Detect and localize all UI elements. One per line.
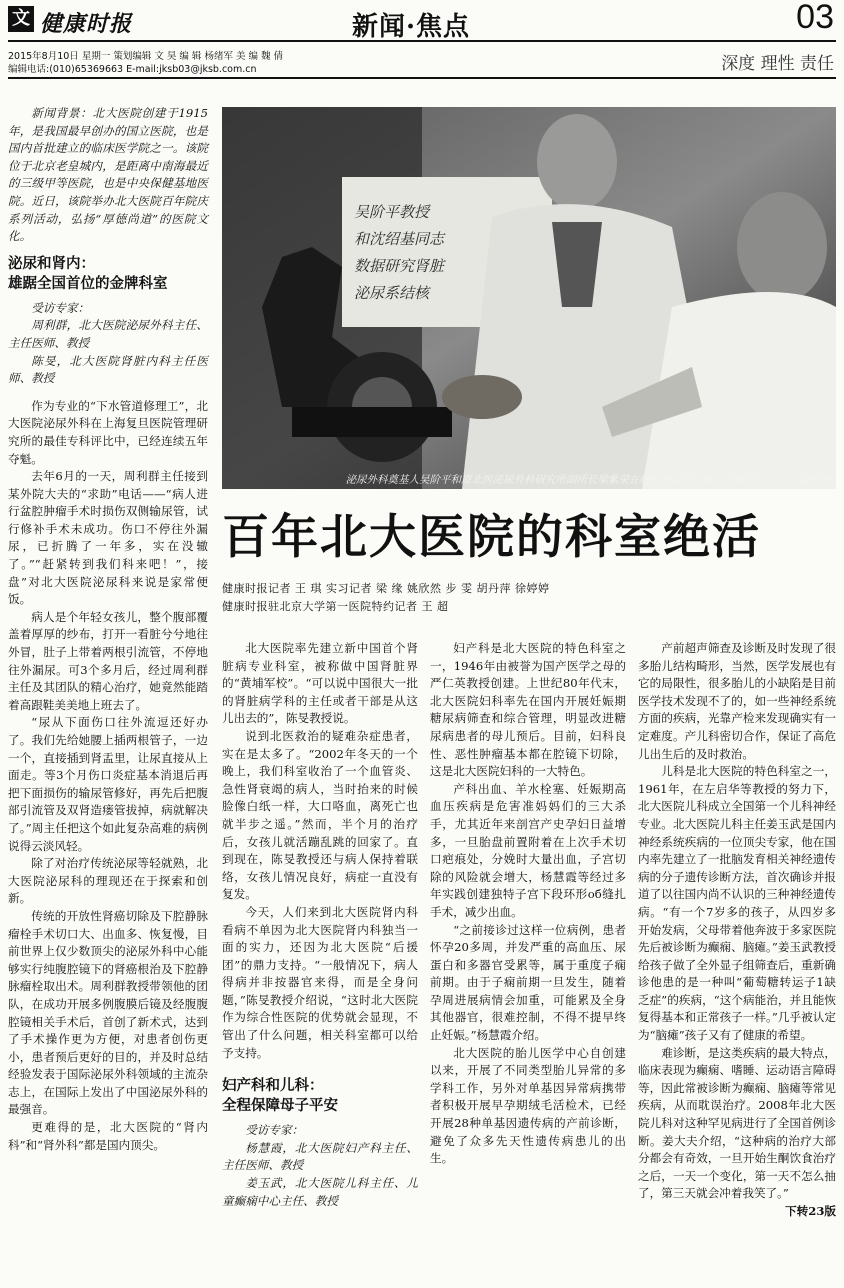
column-4 bbox=[638, 640, 836, 1221]
wall-text-line: 和沈绍基同志 bbox=[354, 230, 445, 248]
paragraph: “之前接诊过这样一位病例，患者怀孕20多周，并发严重的高血压、尿蛋白和多器官受累等，属于重度子痫前期。由于子痫前期一旦发生，随着孕周进展病情会加重，可能累及全身其他器官，很难控制，不得不提早终止妊娠。”杨慧霞介绍。 bbox=[430, 922, 626, 1043]
subheading-urology bbox=[8, 254, 208, 294]
photo-caption: 泌尿外科奠基人吴阶平和原北医泌尿外科研究所副所长梁紫荣在研究泌尿系结核（资料照片）。 王 超供图 bbox=[345, 474, 830, 486]
paragraph: 产前超声筛查及诊断及时发现了很多胎儿结构畸形，当然，医学发展也有它的局限性，很多胎儿的小缺陷是目前医学技术发现不了的，如一些神经系统方面的疾病，光靠产检来发现确实有一定难度。产儿科密切合作，保证了高危儿出生后的及时救治。 bbox=[638, 641, 836, 761]
newspaper-logo bbox=[8, 6, 158, 37]
logo-mark: 文 bbox=[8, 6, 34, 32]
paragraph: 北大医院率先建立新中国首个肾脏病专业科室，被称做中国肾脏界的“黄埔军校”。“可以说中国很大一批的肾脏病学科的主任或者干部是从这儿出去的”，陈旻教授说。 bbox=[222, 641, 418, 726]
paragraph: 说到北医救治的疑难杂症患者，实在是太多了。“2002年冬天的一个晚上，我们科室收治了一个血管炎、急性肾衰竭的病人，当时抬来的时候脸像白纸一样，大口咯血，离死亡也就半步之遥。”然而，半个月的治疗后，女孩儿就活蹦乱跳的回家了。直到现在，陈旻教授还与病人保持着联络，女孩儿情况良好，病症一直没有复发。 bbox=[222, 728, 418, 902]
paragraph: 北大医院的胎儿医学中心自创建以来，开展了不同类型胎儿异常的多学科工作，另外对单基因异常病携带者积极开展早孕期绒毛活检术，已经开展28种单基因遗传病的产前诊断，避免了众多先天性遗传病患儿的出生。 bbox=[430, 1045, 626, 1166]
column-1 bbox=[8, 105, 208, 1154]
expert: 陈旻，北大医院肾脏内科主任医师、教授 bbox=[8, 353, 208, 386]
header-rule-bottom bbox=[8, 77, 836, 79]
expert: 周利群，北大医院泌尿外科主任、主任医师、教授 bbox=[8, 318, 208, 350]
subheading-line: 妇产科和儿科： bbox=[222, 1077, 324, 1095]
slogan: 深度 理性 责任 bbox=[721, 54, 834, 74]
article-title: 百年北大医院的科室绝活 bbox=[222, 510, 761, 565]
continued-note: 下转23版 bbox=[785, 1204, 836, 1218]
paragraph: 传统的开放性肾癌切除及下腔静脉瘤栓手术切口大、出血多、恢复慢，目前世界上仅少数顶尖的泌尿外科中心能够实行纯腹腔镜下的肾癌根治及下腔静脉瘤栓取出术。周利群教授带领他的团队，在成功开展多例腹膜后镜及经腹腹腔镜相关手术后，首创了新术式，达到了手术操作更为方便，对患者创伤更小，患者预后更好的目的，并及时总结经验发表于国际泌尿外科领域的主流杂志上，在国际上发出了中国泌尿外科的最强音。 bbox=[8, 908, 208, 1117]
subheading-obgyn bbox=[222, 1076, 418, 1116]
page-number: 03 bbox=[796, 0, 834, 36]
logo-text: 健康时报 bbox=[40, 11, 133, 37]
paragraph: 儿科是北大医院的特色科室之一，1961年，在左启华等教授的努力下，北大医院儿科成立全国第一个儿科神经专业。北大医院儿科主任姜玉武是国内神经系统疾病的一位顶尖专家，他在国内率先建立了一批脑发育相关神经遗传病的分子遗传诊断方法，首次确诊并报道了以往国内尚不认识的三种神经遗传病。“有一个7岁多的孩子，从四岁多开始发病，父母带着他奔波于多家医院先后被诊断为癫痫、脑瘫。”姜玉武教授给孩子做了全外显子组筛查后，重新确诊他患的是一种叫“葡萄糖转运子1缺乏症”的疾病，“这个病能治，并且能恢复得基本和正常孩子一样。”几乎被认定为“脑瘫”孩子又有了健康的希望。 bbox=[638, 764, 836, 1043]
wall-text-line: 吴阶平教授 bbox=[354, 203, 430, 221]
paragraph: 作为专业的“下水管道修理工”，北大医院泌尿外科在上海复旦医院管理研究所的最佳专科评比中，已经连续五年夺魁。 bbox=[8, 398, 208, 466]
news-background: 新闻背景：北大医院创建于1915年，是我国最早创办的国立医院，也是国内首批建立的临床医学院之一。该院位于北京老皇城内，是距离中南海最近的三级甲等医院，也是中央保健基地医院。近日，该院举办北大医院百年院庆系列活动，弘扬“厚德尚道”的医院文化。 bbox=[8, 106, 208, 244]
paragraph: 更难得的是，北大医院的“肾内科”和“肾外科”都是国内顶尖。 bbox=[8, 1120, 208, 1152]
paragraph: “尿从下面伤口往外流逗还好办了。我们先给她腰上插两根管子，一边一个，直接插到肾盂里，让尿直接从上面走。等3个月伤口炎症基本消退后再把下面损伤的输尿管修好，再先后把腹部引流管及双肾造瘘管拔掉，病就解决了。”周主任把这个如此复杂高难的病例说得云淡风轻。 bbox=[8, 715, 208, 853]
masthead bbox=[0, 0, 844, 80]
contact-info: 编辑电话:(010)65369663 E-mail:jksb03@jksb.com.cn bbox=[8, 64, 257, 75]
expert: 姜玉武，北大医院儿科主任、儿童癫痫中心主任、教授 bbox=[222, 1176, 418, 1208]
header-rule-top bbox=[8, 40, 836, 42]
historical-photo bbox=[222, 107, 836, 489]
paragraph: 病人是个年轻女孩儿，整个腹部覆盖着厚厚的纱布，打开一看脏兮兮地往外冒，肚子上带着两根引流管，不停地往外漏尿。可3个多月后，经过周利群主任及其团队的精心治疗，她竟然能踏着高跟鞋美美地上班去了。 bbox=[8, 609, 208, 712]
wall-text-line: 数据研究肾脏 bbox=[354, 257, 445, 275]
paragraph: 妇产科是北大医院的特色科室之一，1946年由被誉为国产医学之母的严仁英教授创建。上世纪80年代末，北大医院妇科率先在国内开展妊娠期糖尿病筛查和综合管理，明显改进糖尿病患者的母儿预后。目前，妇科良性、恶性肿瘤基本都在腔镜下切除，这是北大医院妇科的一大特色。 bbox=[430, 641, 626, 779]
paragraph: 去年6月的一天，周利群主任接到某外院大夫的“求助”电话——“病人进行盆腔肿瘤手术时损伤双侧输尿管，试行修补手术未成功。伤口不停往外漏尿，已折腾了一年多，实在没辙了。”“赶紧转到我们科来吧！”，接盘”对北大医院泌尿科来说是家常便饭。 bbox=[8, 469, 208, 607]
byline-special: 健康时报驻北京大学第一医院特约记者 王 超 bbox=[222, 600, 449, 613]
interviewee-label: 受访专家： bbox=[31, 300, 90, 315]
paragraph: 难诊断，是这类疾病的最大特点，临床表现为癫痫、嗜睡、运动语言障碍等，因此常被诊断为癫痫、脑瘫等常见疾病，从而耽误治疗。2008年北大医院儿科对这种罕见病进行了全国首例诊断。姜大夫介绍，“这种病的治疗大部分都会有奇效，一旦开始生酮饮食治疗之后，一天一个变化，第一天不怎么抽了，第三天就会冲着我笑了。” bbox=[638, 1045, 836, 1201]
interviewee-label: 受访专家： bbox=[245, 1123, 304, 1138]
paragraph: 产科出血、羊水栓塞、妊娠期高血压疾病是危害准妈妈们的三大杀手，尤其近年来剖宫产史孕妇日益增多，一旦胎盘前置附着在上次手术切口疤痕处，分娩时大量出血，子宫切除的风险就会增大，杨慧霞等经过多年实践创建独特子宫下段环形об缝扎手术，减少出血。 bbox=[430, 781, 626, 919]
wall-text-line: 泌尿系结核 bbox=[354, 284, 430, 302]
expert: 杨慧霞，北大医院妇产科主任、主任医师、教授 bbox=[222, 1140, 418, 1173]
section-title: 新闻·焦点 bbox=[352, 12, 471, 42]
subheading-line: 泌尿和肾内： bbox=[8, 254, 95, 272]
column-3 bbox=[430, 640, 626, 1168]
paragraph: 今天，人们来到北大医院肾内科看病不单因为北大医院肾内科独当一面的实力，还因为北大医院“后援团”的鼎力支持。“一般情况下，病人得病并非按器官来得，而是全身问题，”陈旻教授介绍说，“这时北大医院作为综合性医院的优势就会显现，不管出了什么问题，相关科室都可以给予支持。 bbox=[222, 904, 418, 1060]
byline: 健康时报记者 王 琪 实习记者 梁 缘 姚欣然 步 雯 胡丹萍 徐婷婷 bbox=[222, 582, 550, 595]
subheading-line: 雄踞全国首位的金牌科室 bbox=[8, 274, 168, 292]
edition-info: 2015年8月10日 星期一 策划编辑 文 昊 编 辑 杨绪军 美 编 魏 倩 bbox=[8, 51, 284, 62]
column-2 bbox=[222, 640, 418, 1210]
wall-writing bbox=[354, 199, 544, 307]
subheading-line: 全程保障母子平安 bbox=[222, 1097, 338, 1115]
paragraph: 除了对治疗传统泌尿等轻就熟，北大医院泌尿科的理现还在于探索和创新。 bbox=[8, 856, 208, 906]
